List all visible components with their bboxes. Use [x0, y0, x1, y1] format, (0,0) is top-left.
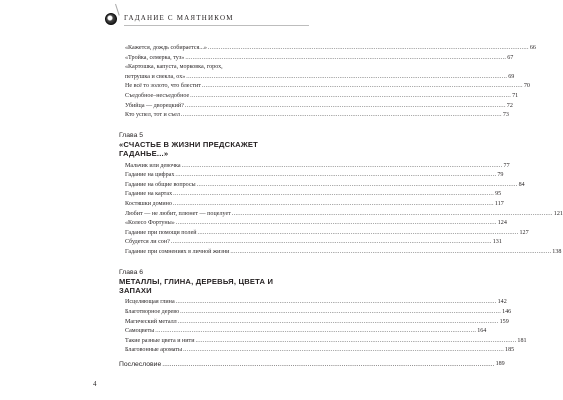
toc-entry-title-line1: «Картошка, капуста, морковка, горох, — [125, 64, 223, 71]
toc-entry-page: 71 — [512, 92, 519, 99]
toc-entry-title: Сбудется ли сон? — [125, 239, 170, 246]
dot-leader — [230, 248, 551, 258]
dot-leader — [171, 238, 492, 248]
chapter-5-title[interactable] — [119, 140, 296, 159]
toc-entry[interactable] — [119, 111, 509, 121]
page-number: 4 — [93, 380, 97, 388]
dot-leader — [173, 200, 494, 210]
toc-entry-page: 127 — [519, 229, 529, 236]
toc-entry[interactable] — [119, 82, 530, 92]
dot-leader — [176, 219, 497, 229]
chapter-6-label: Глава 6 — [119, 268, 144, 276]
dot-leader — [181, 111, 502, 121]
toc-entry-title: Съедобное–несъедобное — [125, 92, 190, 99]
toc-entry-title: Не всё то золото, что блестит — [125, 83, 201, 90]
toc-entry-page: 117 — [494, 200, 504, 207]
toc-entry[interactable] — [119, 219, 507, 229]
chapter-5-label: Глава 5 — [119, 131, 144, 139]
toc-entry-page: 146 — [502, 308, 512, 315]
toc-entry[interactable] — [119, 63, 515, 82]
dot-leader — [175, 171, 496, 181]
toc-entry[interactable] — [119, 210, 563, 220]
toc-entry[interactable] — [119, 308, 512, 318]
toc-entry-page: 72 — [506, 102, 513, 109]
dot-leader — [173, 190, 494, 200]
toc-entry-page: 69 — [508, 73, 515, 80]
toc-entry-page: 95 — [495, 191, 502, 198]
toc-entry-title: Любит — не любит, плюнет — поцелует — [125, 210, 231, 217]
dot-leader — [186, 73, 507, 83]
toc-entry[interactable] — [119, 54, 514, 64]
dot-leader — [162, 360, 494, 370]
toc-entry-page: 79 — [497, 172, 504, 179]
toc-entry-page: 77 — [503, 162, 510, 169]
dot-leader — [155, 327, 476, 337]
toc-entry-page: 185 — [505, 347, 515, 354]
toc-entry[interactable] — [119, 181, 525, 191]
toc-entry-title: «Колесо Фортуны» — [125, 220, 175, 227]
pendulum-string — [115, 4, 120, 16]
running-header — [0, 4, 400, 30]
dot-leader — [185, 54, 506, 64]
header-rule — [124, 25, 309, 26]
toc-entry-title: Гадание на картах — [125, 191, 173, 198]
toc-entry-title: Кто успел, тот и съел — [125, 112, 180, 119]
toc-entry-title: «Тройка, семерка, туз» — [125, 54, 185, 61]
toc-entry-page: 131 — [492, 239, 502, 246]
dot-leader — [208, 44, 529, 54]
toc-entry-page: 142 — [497, 299, 507, 306]
toc-entry-page: 181 — [517, 337, 527, 344]
toc-entry[interactable] — [119, 102, 513, 112]
table-of-contents — [119, 44, 563, 369]
afterword-title: Послесловие — [119, 360, 162, 368]
toc-entry-title: Гадание на общие вопросы — [125, 181, 196, 188]
toc-entry-title: Гадание на цифрах — [125, 172, 175, 179]
toc-entry-title: Гадание при помощи полей — [125, 229, 197, 236]
toc-entry[interactable] — [119, 44, 536, 54]
toc-entry-title: Магический металл — [125, 318, 177, 325]
toc-entry-page: 66 — [529, 45, 536, 51]
chapter-6-title[interactable]: МЕТАЛЛЫ, ГЛИНА, ДЕРЕВЬЯ, ЦВЕТА И ЗАПАХИ — [119, 276, 274, 295]
toc-entry-page: 124 — [497, 220, 507, 227]
toc-entry[interactable] — [119, 346, 515, 356]
toc-entry[interactable] — [119, 200, 504, 210]
chapter-5-title-line2: ГАДАНЬЕ...» — [119, 149, 169, 159]
toc-entry-page: 70 — [523, 83, 530, 90]
running-header-title: ГАДАНИЕ С МАЯТНИКОМ — [124, 14, 234, 22]
toc-entry[interactable] — [119, 229, 529, 239]
toc-entry[interactable] — [119, 238, 502, 248]
toc-entry-page: 159 — [499, 318, 509, 325]
toc-entry-title: Самоцветы — [125, 328, 155, 335]
toc-entry-title: Исцеляющая глина — [125, 299, 175, 306]
toc-entry-page: 84 — [518, 181, 525, 188]
toc-entry-title: Мальчик или девочка — [125, 162, 181, 169]
chapter-5-title-line1: «СЧАСТЬЕ В ЖИЗНИ ПРЕДСКАЖЕТ — [119, 139, 259, 149]
dot-leader — [195, 337, 516, 347]
dot-leader — [232, 210, 553, 220]
toc-entry-title: Такие разные цвета и нити — [125, 337, 195, 344]
toc-entry-page: 164 — [477, 328, 487, 335]
dot-leader — [197, 181, 518, 191]
toc-entry[interactable] — [119, 162, 510, 172]
toc-entry[interactable] — [119, 337, 527, 347]
toc-entry-title: Костяшки домино — [125, 200, 172, 207]
dot-leader — [178, 318, 499, 328]
toc-entry-title: Убийца — дворецкий? — [125, 102, 184, 109]
toc-entry-page: 73 — [502, 112, 509, 119]
dot-leader — [180, 308, 501, 318]
dot-leader — [183, 346, 504, 356]
toc-entry[interactable] — [119, 327, 487, 337]
toc-entry-title: Гадание при сомнениях в личной жизни — [125, 248, 230, 255]
dot-leader — [202, 82, 523, 92]
dot-leader — [198, 229, 519, 239]
dot-leader — [190, 92, 511, 102]
toc-entry[interactable] — [119, 318, 509, 328]
pendulum-icon — [105, 13, 117, 25]
toc-entry[interactable] — [119, 298, 507, 308]
afterword-page: 189 — [495, 360, 505, 367]
toc-entry[interactable] — [119, 92, 519, 102]
toc-entry-title: Благотворное дерево — [125, 308, 180, 315]
toc-entry-page: 121 — [553, 210, 563, 217]
dot-leader — [176, 298, 497, 308]
toc-entry-title: Благовонные ароматы — [125, 347, 183, 354]
toc-entry[interactable] — [119, 190, 502, 200]
toc-entry-page: 138 — [552, 248, 562, 255]
afterword-entry[interactable] — [119, 360, 505, 370]
toc-entry[interactable] — [119, 171, 504, 181]
toc-entry[interactable] — [119, 248, 562, 258]
toc-entry-page: 67 — [507, 54, 514, 61]
dot-leader — [182, 162, 503, 172]
toc-entry-title: «Кажется, дождь собирается...» — [125, 45, 207, 51]
toc-entry-title-line2: петрушка и свекла, ох» — [125, 73, 186, 80]
dot-leader — [185, 102, 506, 112]
